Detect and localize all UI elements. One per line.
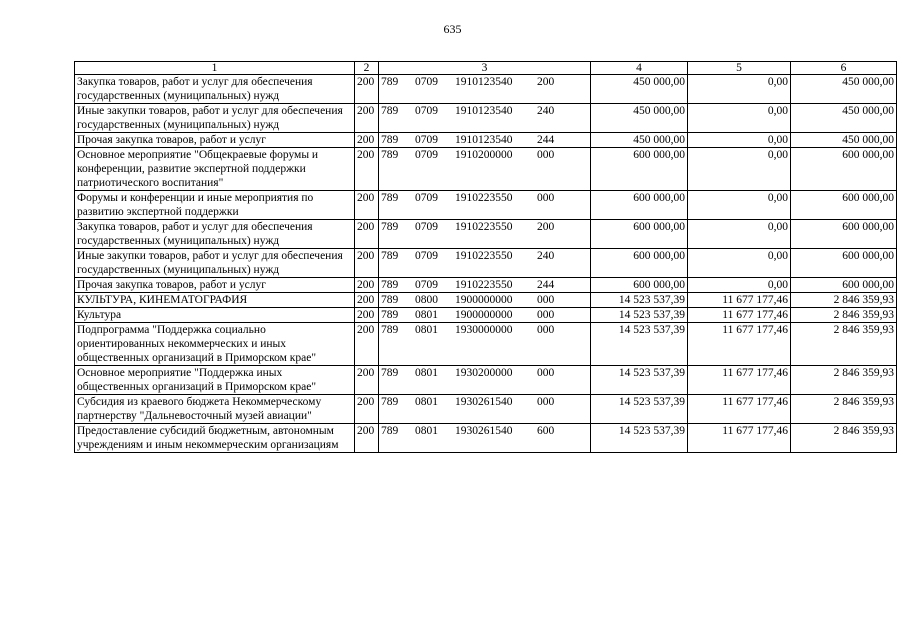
- row-col5: 0,00: [688, 75, 791, 104]
- row-kvsr: 789: [381, 105, 399, 117]
- row-col6: 2 846 359,93: [791, 293, 897, 308]
- row-col4: 14 523 537,39: [591, 293, 688, 308]
- row-col5: 11 677 177,46: [688, 366, 791, 395]
- table-row: [75, 293, 897, 308]
- row-col6: 450 000,00: [791, 75, 897, 104]
- row-kvsr: 789: [381, 309, 399, 321]
- row-col5: 0,00: [688, 249, 791, 278]
- row-csr: 1910123540: [455, 76, 513, 88]
- row-rz: 0709: [415, 134, 438, 146]
- row-col6: 600 000,00: [791, 191, 897, 220]
- row-kvsr: 789: [381, 324, 399, 336]
- row-code: [379, 395, 591, 424]
- row-gr: 200: [355, 366, 379, 395]
- row-col5: 0,00: [688, 191, 791, 220]
- row-gr: 200: [355, 104, 379, 133]
- row-col4: 600 000,00: [591, 249, 688, 278]
- header-cell: 2: [355, 62, 379, 75]
- row-csr: 1910123540: [455, 134, 513, 146]
- table-row: [75, 308, 897, 323]
- row-col4: 600 000,00: [591, 220, 688, 249]
- row-col5: 11 677 177,46: [688, 308, 791, 323]
- table-row: [75, 133, 897, 148]
- row-code: [379, 366, 591, 395]
- row-name: Закупка товаров, работ и услуг для обеспечения государственных (муниципальных) нужд: [75, 220, 355, 249]
- row-rz: 0801: [415, 324, 438, 336]
- row-vr: 000: [537, 192, 555, 204]
- row-rz: 0709: [415, 279, 438, 291]
- row-vr: 244: [537, 279, 555, 291]
- header-cell: 6: [791, 62, 897, 75]
- table-row: [75, 249, 897, 278]
- row-name: Прочая закупка товаров, работ и услуг: [75, 278, 355, 293]
- row-col5: 0,00: [688, 148, 791, 191]
- row-col5: 0,00: [688, 220, 791, 249]
- row-col4: 450 000,00: [591, 133, 688, 148]
- row-name: Подпрограмма "Поддержка социально ориентированных некоммерческих и иных общественных организаций в Приморском крае": [75, 323, 355, 366]
- row-csr: 1910223550: [455, 221, 513, 233]
- row-col5: 11 677 177,46: [688, 395, 791, 424]
- row-csr: 1930200000: [455, 367, 513, 379]
- row-kvsr: 789: [381, 76, 399, 88]
- row-code: [379, 323, 591, 366]
- table-row: [75, 220, 897, 249]
- row-name: Основное мероприятие "Поддержка иных общественных организаций в Приморском крае": [75, 366, 355, 395]
- row-code: [379, 75, 591, 104]
- row-kvsr: 789: [381, 294, 399, 306]
- row-gr: 200: [355, 133, 379, 148]
- row-csr: 1930261540: [455, 396, 513, 408]
- row-gr: 200: [355, 395, 379, 424]
- row-rz: 0709: [415, 192, 438, 204]
- page-number: 635: [443, 22, 462, 36]
- row-gr: 200: [355, 323, 379, 366]
- row-vr: 000: [537, 309, 555, 321]
- row-col6: 600 000,00: [791, 278, 897, 293]
- row-rz: 0800: [415, 294, 438, 306]
- row-col6: 450 000,00: [791, 133, 897, 148]
- row-name: Прочая закупка товаров, работ и услуг: [75, 133, 355, 148]
- row-col4: 450 000,00: [591, 104, 688, 133]
- row-kvsr: 789: [381, 367, 399, 379]
- row-col4: 14 523 537,39: [591, 424, 688, 453]
- row-vr: 000: [537, 367, 555, 379]
- row-col5: 0,00: [688, 133, 791, 148]
- row-col6: 450 000,00: [791, 104, 897, 133]
- row-name: Иные закупки товаров, работ и услуг для обеспечения государственных (муниципальных) нужд: [75, 249, 355, 278]
- row-vr: 000: [537, 396, 555, 408]
- header-cell: 5: [688, 62, 791, 75]
- row-col5: 0,00: [688, 104, 791, 133]
- table-header-row: [75, 62, 897, 75]
- row-col6: 600 000,00: [791, 148, 897, 191]
- row-col6: 2 846 359,93: [791, 424, 897, 453]
- row-vr: 200: [537, 221, 555, 233]
- row-gr: 200: [355, 75, 379, 104]
- row-col6: 600 000,00: [791, 220, 897, 249]
- table-row: [75, 191, 897, 220]
- table-row: [75, 278, 897, 293]
- row-gr: 200: [355, 293, 379, 308]
- row-vr: 244: [537, 134, 555, 146]
- row-csr: 1910200000: [455, 149, 513, 161]
- table-row: [75, 148, 897, 191]
- row-code: [379, 148, 591, 191]
- budget-table: [74, 61, 897, 453]
- row-name: Субсидия из краевого бюджета Некоммерческому партнерству "Дальневосточный музей авиации": [75, 395, 355, 424]
- row-gr: 200: [355, 278, 379, 293]
- row-csr: 1910223550: [455, 279, 513, 291]
- row-rz: 0709: [415, 76, 438, 88]
- header-cell: 4: [591, 62, 688, 75]
- row-kvsr: 789: [381, 134, 399, 146]
- row-kvsr: 789: [381, 250, 399, 262]
- row-col5: 11 677 177,46: [688, 323, 791, 366]
- header-cell: 1: [75, 62, 355, 75]
- row-code: [379, 424, 591, 453]
- row-vr: 600: [537, 425, 555, 437]
- row-rz: 0709: [415, 105, 438, 117]
- row-kvsr: 789: [381, 396, 399, 408]
- row-code: [379, 278, 591, 293]
- row-rz: 0709: [415, 221, 438, 233]
- row-name: Форумы и конференции и иные мероприятия по развитию экспертной поддержки: [75, 191, 355, 220]
- row-kvsr: 789: [381, 279, 399, 291]
- row-rz: 0801: [415, 396, 438, 408]
- row-name: Основное мероприятие "Общекраевые форумы и конференции, развитие экспертной поддержки патриотического воспитания": [75, 148, 355, 191]
- row-vr: 000: [537, 149, 555, 161]
- row-rz: 0801: [415, 309, 438, 321]
- row-col4: 600 000,00: [591, 278, 688, 293]
- row-col6: 2 846 359,93: [791, 395, 897, 424]
- row-name: Предоставление субсидий бюджетным, автономным учреждениям и иным некоммерческим организациям: [75, 424, 355, 453]
- row-csr: 1930000000: [455, 324, 513, 336]
- row-col5: 11 677 177,46: [688, 293, 791, 308]
- row-name: Культура: [75, 308, 355, 323]
- row-vr: 000: [537, 324, 555, 336]
- row-col6: 2 846 359,93: [791, 366, 897, 395]
- row-name: Иные закупки товаров, работ и услуг для обеспечения государственных (муниципальных) нужд: [75, 104, 355, 133]
- header-cell: 3: [379, 62, 591, 75]
- row-col4: 14 523 537,39: [591, 308, 688, 323]
- row-vr: 240: [537, 105, 555, 117]
- row-rz: 0709: [415, 149, 438, 161]
- row-rz: 0709: [415, 250, 438, 262]
- row-vr: 000: [537, 294, 555, 306]
- table-row: [75, 323, 897, 366]
- row-rz: 0801: [415, 367, 438, 379]
- row-kvsr: 789: [381, 149, 399, 161]
- row-code: [379, 191, 591, 220]
- table-row: [75, 424, 897, 453]
- table-row: [75, 104, 897, 133]
- row-gr: 200: [355, 249, 379, 278]
- row-col4: 14 523 537,39: [591, 395, 688, 424]
- row-csr: 1910223550: [455, 192, 513, 204]
- row-csr: 1910223550: [455, 250, 513, 262]
- row-csr: 1900000000: [455, 309, 513, 321]
- row-code: [379, 293, 591, 308]
- row-kvsr: 789: [381, 221, 399, 233]
- row-gr: 200: [355, 308, 379, 323]
- row-col6: 2 846 359,93: [791, 323, 897, 366]
- row-csr: 1900000000: [455, 294, 513, 306]
- row-gr: 200: [355, 220, 379, 249]
- row-name: Закупка товаров, работ и услуг для обеспечения государственных (муниципальных) нужд: [75, 75, 355, 104]
- row-gr: 200: [355, 148, 379, 191]
- row-col4: 600 000,00: [591, 148, 688, 191]
- row-col6: 600 000,00: [791, 249, 897, 278]
- row-gr: 200: [355, 191, 379, 220]
- table-row: [75, 395, 897, 424]
- row-code: [379, 133, 591, 148]
- row-col4: 14 523 537,39: [591, 323, 688, 366]
- row-vr: 200: [537, 76, 555, 88]
- row-code: [379, 308, 591, 323]
- row-col4: 600 000,00: [591, 191, 688, 220]
- row-csr: 1910123540: [455, 105, 513, 117]
- row-col6: 2 846 359,93: [791, 308, 897, 323]
- row-col5: 11 677 177,46: [688, 424, 791, 453]
- row-csr: 1930261540: [455, 425, 513, 437]
- row-code: [379, 220, 591, 249]
- row-col4: 450 000,00: [591, 75, 688, 104]
- row-kvsr: 789: [381, 192, 399, 204]
- row-name: КУЛЬТУРА, КИНЕМАТОГРАФИЯ: [75, 293, 355, 308]
- row-vr: 240: [537, 250, 555, 262]
- row-rz: 0801: [415, 425, 438, 437]
- row-col4: 14 523 537,39: [591, 366, 688, 395]
- row-kvsr: 789: [381, 425, 399, 437]
- row-gr: 200: [355, 424, 379, 453]
- row-col5: 0,00: [688, 278, 791, 293]
- row-code: [379, 104, 591, 133]
- table-row: [75, 366, 897, 395]
- table-row: [75, 75, 897, 104]
- row-code: [379, 249, 591, 278]
